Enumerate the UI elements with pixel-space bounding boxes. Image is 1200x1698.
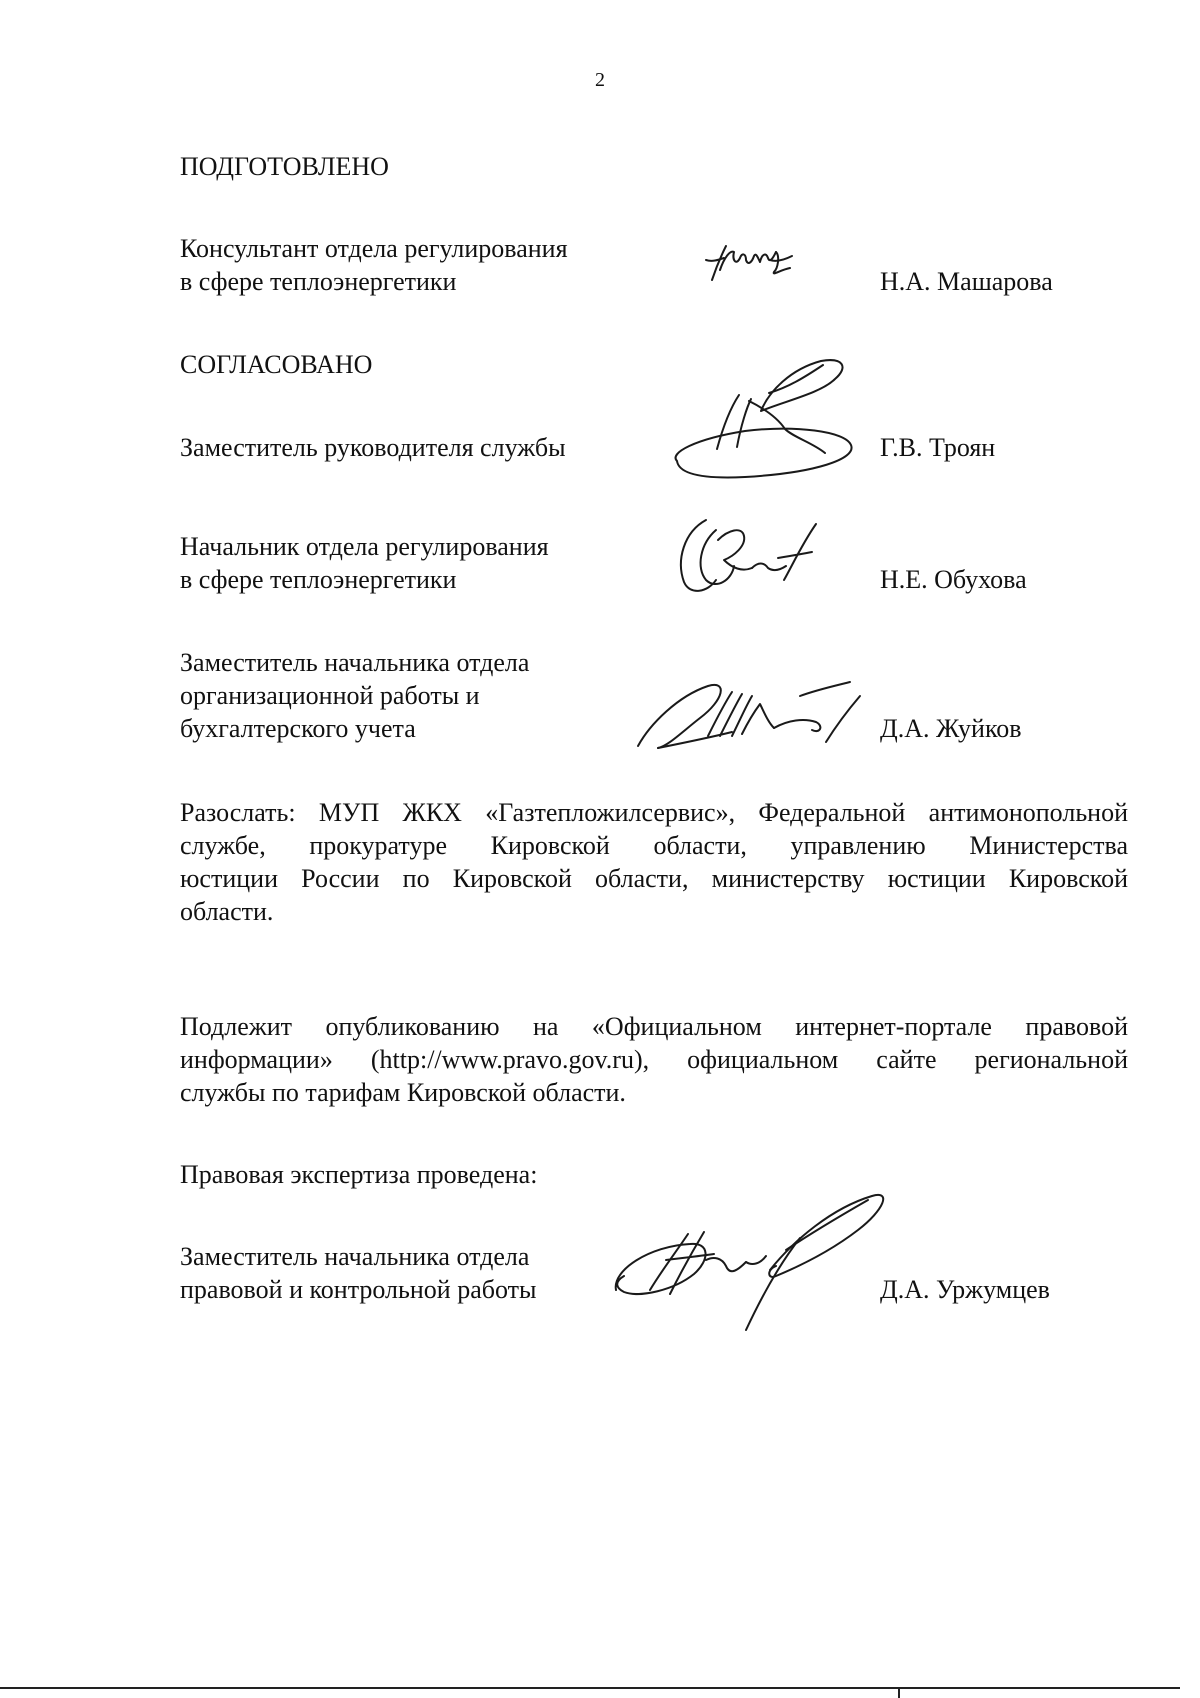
bottom-rule <box>0 1687 1180 1689</box>
signer-3-position-line-3: бухгалтерского учета <box>180 714 416 743</box>
page-number: 2 <box>595 69 605 91</box>
prepared-heading: ПОДГОТОВЛЕНО <box>180 152 389 181</box>
signer-2-position-line-1: Начальник отдела регулирования <box>180 532 549 561</box>
signer-3-position-line-2: организационной работы и <box>180 681 480 710</box>
legal-review-heading: Правовая экспертиза проведена: <box>180 1160 538 1189</box>
bottom-tick <box>898 1687 900 1698</box>
legal-review-position-line-2: правовой и контрольной работы <box>180 1275 537 1304</box>
signature-troyan <box>665 355 895 505</box>
distribution-line-2: службе, прокуратуре Кировской области, управлению Министерства <box>180 831 1128 860</box>
distribution-line-4: области. <box>180 897 274 926</box>
publication-line-1: Подлежит опубликованию на «Официальном интернет-портале правовой <box>180 1012 1128 1041</box>
publication-paragraph <box>180 1010 1128 1109</box>
distribution-line-1: Разослать: МУП ЖКХ «Газтепложилсервис», Федеральной антимонопольной <box>180 798 1128 827</box>
agreed-heading: СОГЛАСОВАНО <box>180 350 373 379</box>
signer-2-name: Н.Е. Обухова <box>880 565 1027 594</box>
signer-2-position-line-2: в сфере теплоэнергетики <box>180 565 457 594</box>
distribution-line-3: юстиции России по Кировской области, министерству юстиции Кировской <box>180 864 1128 893</box>
signature-masharova <box>700 240 800 290</box>
signature-zhuikov <box>628 676 878 756</box>
legal-review-name: Д.А. Уржумцев <box>880 1275 1050 1304</box>
signer-3-position-line-1: Заместитель начальника отдела <box>180 648 530 677</box>
signature-obukhova <box>672 510 832 600</box>
publication-line-3: службы по тарифам Кировской области. <box>180 1078 626 1107</box>
distribution-paragraph <box>180 796 1128 928</box>
signer-3-name: Д.А. Жуйков <box>880 714 1022 743</box>
prepared-position-line-1: Консультант отдела регулирования <box>180 234 568 263</box>
prepared-position-line-2: в сфере теплоэнергетики <box>180 267 457 296</box>
signature-urzhumtsev <box>610 1190 890 1330</box>
signer-1-name: Г.В. Троян <box>880 433 996 462</box>
legal-review-position-line-1: Заместитель начальника отдела <box>180 1242 530 1271</box>
signer-1-position-line-1: Заместитель руководителя службы <box>180 433 566 462</box>
publication-line-2: информации» (http://www.pravo.gov.ru), официальном сайте региональной <box>180 1045 1128 1074</box>
prepared-name: Н.А. Машарова <box>880 267 1053 296</box>
